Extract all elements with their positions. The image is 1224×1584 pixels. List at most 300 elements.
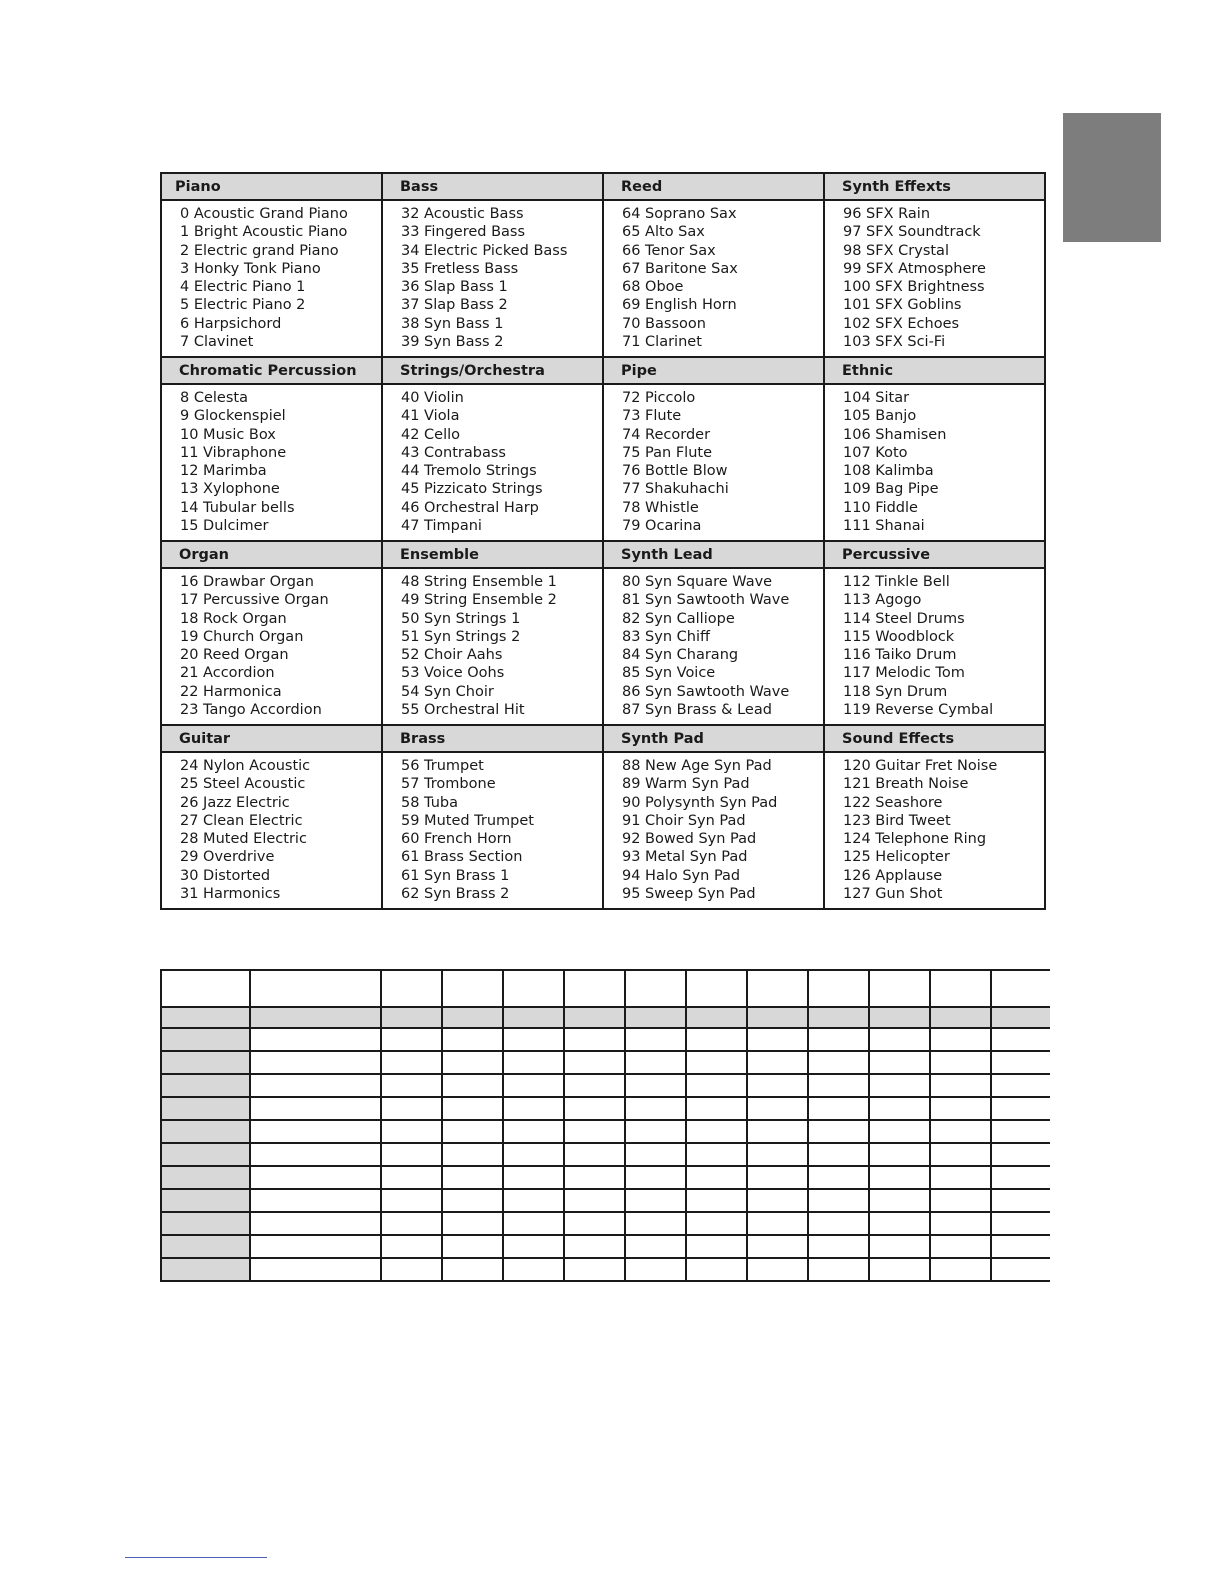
instrument-item: 37 Slap Bass 2 — [401, 297, 508, 314]
grid-cell — [161, 1074, 250, 1097]
grid-cell — [442, 1258, 503, 1281]
instrument-item: 86 Syn Sawtooth Wave — [622, 683, 790, 700]
instrument-item: 103 SFX Sci-Fi — [843, 334, 946, 351]
instrument-item: 77 Shakuhachi — [622, 481, 729, 498]
instrument-item: 56 Trumpet — [401, 758, 484, 774]
grid-cell — [686, 1166, 747, 1189]
grid-cell — [625, 1074, 686, 1097]
instrument-item: 91 Choir Syn Pad — [622, 812, 746, 829]
grid-cell — [869, 1258, 930, 1281]
grid-cell — [442, 1212, 503, 1235]
grid-cell — [442, 1143, 503, 1166]
grid-cell — [930, 1120, 991, 1143]
instrument-list — [622, 757, 823, 903]
instrument-item: 110 Fiddle — [843, 499, 918, 516]
instrument-item: 107 Koto — [843, 444, 908, 461]
grid-row — [161, 970, 1050, 1007]
grid-cell — [564, 1212, 625, 1235]
grid-cell — [991, 1028, 1050, 1051]
instrument-item: 50 Syn Strings 1 — [401, 610, 521, 627]
grid-cell — [250, 1212, 381, 1235]
instrument-item: 87 Syn Brass & Lead — [622, 702, 772, 719]
instrument-item: 59 Muted Trumpet — [401, 812, 534, 829]
instrument-item: 88 New Age Syn Pad — [622, 758, 772, 774]
grid-cell — [442, 1166, 503, 1189]
instrument-list — [180, 757, 381, 903]
grid-cell — [625, 1258, 686, 1281]
grid-cell — [381, 1189, 442, 1212]
grid-cell — [442, 1097, 503, 1120]
instrument-item: 7 Clavinet — [180, 334, 254, 351]
instrument-item: 79 Ocarina — [622, 518, 702, 535]
grid-cell — [625, 1143, 686, 1166]
grid-cell — [503, 1120, 564, 1143]
grid-cell — [381, 1028, 442, 1051]
instrument-item: 61 Syn Brass 1 — [401, 867, 510, 884]
grid-cell — [381, 1166, 442, 1189]
instrument-list — [401, 757, 602, 903]
instrument-item: 16 Drawbar Organ — [180, 574, 314, 590]
grid-cell — [747, 1143, 808, 1166]
group-cell — [603, 200, 824, 357]
grid-cell — [250, 1097, 381, 1120]
group-title: Organ — [161, 541, 382, 568]
group-title: Guitar — [161, 725, 382, 752]
group-title: Strings/Orchestra — [382, 357, 603, 384]
grid-cell — [869, 1143, 930, 1166]
footer-link-underline — [125, 1557, 267, 1558]
grid-cell — [381, 1120, 442, 1143]
instrument-item: 85 Syn Voice — [622, 665, 716, 682]
grid-cell — [381, 1007, 442, 1028]
group-cell — [603, 384, 824, 541]
instrument-item: 124 Telephone Ring — [843, 831, 987, 848]
instrument-item: 4 Electric Piano 1 — [180, 279, 306, 296]
grid-cell — [686, 1258, 747, 1281]
instrument-item: 42 Cello — [401, 426, 461, 443]
instrument-item: 98 SFX Crystal — [843, 242, 949, 259]
grid-cell — [747, 1028, 808, 1051]
grid-cell — [503, 1212, 564, 1235]
instrument-item: 96 SFX Rain — [843, 206, 931, 222]
grid-cell — [991, 1189, 1050, 1212]
group-header-row — [161, 173, 1045, 200]
grid-cell — [161, 1258, 250, 1281]
grid-cell — [747, 1212, 808, 1235]
instrument-list — [622, 205, 823, 351]
grid-cell — [625, 1097, 686, 1120]
grid-cell — [747, 1074, 808, 1097]
grid-cell — [250, 1007, 381, 1028]
instrument-item: 121 Breath Noise — [843, 776, 969, 793]
instrument-item: 127 Gun Shot — [843, 886, 943, 903]
grid-cell — [808, 1051, 869, 1074]
instrument-item: 19 Church Organ — [180, 628, 304, 645]
instrument-item: 11 Vibraphone — [180, 444, 287, 461]
instrument-item: 120 Guitar Fret Noise — [843, 758, 998, 774]
grid-cell — [250, 1074, 381, 1097]
grid-cell — [503, 1097, 564, 1120]
grid-cell — [686, 1143, 747, 1166]
instrument-item: 95 Sweep Syn Pad — [622, 886, 756, 903]
grid-cell — [503, 1007, 564, 1028]
group-title: Bass — [382, 173, 603, 200]
instrument-item: 116 Taiko Drum — [843, 647, 957, 664]
group-cell — [161, 200, 382, 357]
grid-cell — [250, 1143, 381, 1166]
instrument-item: 39 Syn Bass 2 — [401, 334, 504, 351]
instrument-item: 48 String Ensemble 1 — [401, 574, 557, 590]
grid-cell — [930, 1074, 991, 1097]
grid-cell — [869, 1166, 930, 1189]
grid-row — [161, 1120, 1050, 1143]
grid-cell — [625, 1166, 686, 1189]
instrument-item: 30 Distorted — [180, 867, 271, 884]
grid-cell — [564, 1074, 625, 1097]
grid-cell — [686, 1074, 747, 1097]
grid-cell — [991, 1166, 1050, 1189]
grid-cell — [442, 970, 503, 1007]
grid-cell — [564, 1235, 625, 1258]
instrument-item: 68 Oboe — [622, 279, 684, 296]
group-title: Pipe — [603, 357, 824, 384]
grid-cell — [930, 1097, 991, 1120]
instrument-item: 57 Trombone — [401, 776, 496, 793]
grid-cell — [686, 1189, 747, 1212]
instrument-item: 114 Steel Drums — [843, 610, 965, 627]
grid-cell — [625, 970, 686, 1007]
grid-cell — [808, 1028, 869, 1051]
instrument-item: 106 Shamisen — [843, 426, 947, 443]
grid-cell — [808, 1097, 869, 1120]
grid-cell — [625, 1120, 686, 1143]
instrument-item: 6 Harpsichord — [180, 315, 282, 332]
instrument-item: 93 Metal Syn Pad — [622, 849, 748, 866]
instrument-list — [843, 573, 1044, 719]
instrument-item: 29 Overdrive — [180, 849, 275, 866]
grid-cell — [442, 1051, 503, 1074]
grid-cell — [381, 1212, 442, 1235]
group-cell — [824, 752, 1045, 909]
grid-cell — [503, 1074, 564, 1097]
instrument-item: 73 Flute — [622, 408, 682, 425]
grid-row — [161, 1189, 1050, 1212]
grid-cell — [991, 1258, 1050, 1281]
grid-cell — [161, 1235, 250, 1258]
grid-cell — [161, 1212, 250, 1235]
grid-cell — [564, 1007, 625, 1028]
instrument-list — [622, 389, 823, 535]
group-title: Chromatic Percussion — [161, 357, 382, 384]
grid-cell — [381, 1143, 442, 1166]
instrument-item: 78 Whistle — [622, 499, 699, 516]
grid-cell — [250, 1166, 381, 1189]
grid-cell — [869, 1007, 930, 1028]
grid-cell — [250, 1120, 381, 1143]
instrument-list — [401, 389, 602, 535]
grid-cell — [625, 1212, 686, 1235]
grid-cell — [808, 1143, 869, 1166]
grid-cell — [808, 1212, 869, 1235]
grid-cell — [564, 1120, 625, 1143]
grid-cell — [625, 1051, 686, 1074]
group-cell — [824, 384, 1045, 541]
grid-row — [161, 1235, 1050, 1258]
group-title: Piano — [161, 173, 382, 200]
instrument-item: 24 Nylon Acoustic — [180, 758, 311, 774]
instrument-item: 31 Harmonics — [180, 886, 281, 903]
grid-cell — [991, 1212, 1050, 1235]
grid-cell — [930, 1007, 991, 1028]
grid-cell — [808, 1235, 869, 1258]
instrument-item: 23 Tango Accordion — [180, 702, 322, 719]
grid-cell — [991, 1007, 1050, 1028]
group-header-row — [161, 541, 1045, 568]
instrument-item: 12 Marimba — [180, 463, 267, 480]
instrument-item: 60 French Horn — [401, 831, 512, 848]
grid-cell — [442, 1189, 503, 1212]
group-title: Synth Lead — [603, 541, 824, 568]
instrument-list — [843, 389, 1044, 535]
grid-cell — [250, 1028, 381, 1051]
grid-row — [161, 1074, 1050, 1097]
instrument-item: 0 Acoustic Grand Piano — [180, 206, 348, 222]
grid-cell — [161, 970, 250, 1007]
instrument-item: 15 Dulcimer — [180, 518, 269, 535]
instrument-item: 97 SFX Soundtrack — [843, 224, 981, 241]
instrument-table — [160, 172, 1046, 910]
grid-cell — [442, 1120, 503, 1143]
grid-row — [161, 1007, 1050, 1028]
instrument-item: 113 Agogo — [843, 592, 922, 609]
grid-cell — [381, 970, 442, 1007]
grid-cell — [869, 1097, 930, 1120]
instrument-list — [180, 205, 381, 351]
grid-cell — [503, 1028, 564, 1051]
instrument-item: 26 Jazz Electric — [180, 794, 290, 811]
instrument-item: 27 Clean Electric — [180, 812, 303, 829]
group-items-row — [161, 200, 1045, 357]
grid-cell — [869, 1051, 930, 1074]
grid-cell — [686, 1235, 747, 1258]
grid-cell — [161, 1051, 250, 1074]
grid-cell — [747, 1258, 808, 1281]
grid-cell — [747, 1097, 808, 1120]
instrument-item: 58 Tuba — [401, 794, 458, 811]
instrument-item: 125 Helicopter — [843, 849, 950, 866]
instrument-item: 71 Clarinet — [622, 334, 702, 351]
group-items-row — [161, 752, 1045, 909]
instrument-item: 92 Bowed Syn Pad — [622, 831, 757, 848]
instrument-item: 108 Kalimba — [843, 463, 934, 480]
instrument-item: 117 Melodic Tom — [843, 665, 965, 682]
group-header-row — [161, 725, 1045, 752]
group-cell — [824, 568, 1045, 725]
grid-cell — [686, 1212, 747, 1235]
instrument-list — [843, 205, 1044, 351]
grid-cell — [381, 1074, 442, 1097]
grid-cell — [991, 1051, 1050, 1074]
grid-cell — [564, 1143, 625, 1166]
instrument-item: 89 Warm Syn Pad — [622, 776, 750, 793]
grid-cell — [808, 970, 869, 1007]
grid-cell — [930, 1212, 991, 1235]
instrument-item: 76 Bottle Blow — [622, 463, 728, 480]
grid-cell — [250, 1051, 381, 1074]
grid-cell — [625, 1189, 686, 1212]
instrument-item: 80 Syn Square Wave — [622, 574, 773, 590]
instrument-item: 70 Bassoon — [622, 315, 706, 332]
group-title: Percussive — [824, 541, 1045, 568]
grid-cell — [808, 1166, 869, 1189]
instrument-item: 20 Reed Organ — [180, 647, 289, 664]
instrument-item: 118 Syn Drum — [843, 683, 948, 700]
grid-cell — [503, 970, 564, 1007]
grid-row — [161, 1143, 1050, 1166]
grid-cell — [930, 970, 991, 1007]
instrument-item: 3 Honky Tonk Piano — [180, 260, 321, 277]
grid-cell — [686, 1028, 747, 1051]
grid-cell — [991, 970, 1050, 1007]
instrument-item: 74 Recorder — [622, 426, 711, 443]
instrument-item: 67 Baritone Sax — [622, 260, 738, 277]
grid-cell — [930, 1189, 991, 1212]
instrument-item: 13 Xylophone — [180, 481, 280, 498]
grid-cell — [930, 1028, 991, 1051]
grid-cell — [503, 1189, 564, 1212]
instrument-item: 72 Piccolo — [622, 390, 696, 406]
grid-cell — [161, 1189, 250, 1212]
grid-cell — [808, 1258, 869, 1281]
instrument-item: 9 Glockenspiel — [180, 408, 286, 425]
instrument-item: 53 Voice Oohs — [401, 665, 505, 682]
grid-cell — [442, 1028, 503, 1051]
instrument-item: 126 Applause — [843, 867, 943, 884]
instrument-item: 14 Tubular bells — [180, 499, 295, 516]
instrument-item: 35 Fretless Bass — [401, 260, 519, 277]
grid-cell — [564, 1097, 625, 1120]
instrument-item: 101 SFX Goblins — [843, 297, 962, 314]
grid-cell — [686, 1051, 747, 1074]
instrument-item: 112 Tinkle Bell — [843, 574, 950, 590]
instrument-item: 17 Percussive Organ — [180, 592, 329, 609]
instrument-item: 22 Harmonica — [180, 683, 282, 700]
side-tab-marker — [1063, 113, 1161, 242]
grid-cell — [625, 1235, 686, 1258]
grid-cell — [991, 1120, 1050, 1143]
instrument-item: 47 Timpani — [401, 518, 482, 535]
grid-cell — [991, 1235, 1050, 1258]
group-header-row — [161, 357, 1045, 384]
grid-row — [161, 1166, 1050, 1189]
grid-cell — [503, 1143, 564, 1166]
grid-cell — [442, 1007, 503, 1028]
instrument-list — [180, 573, 381, 719]
grid-cell — [564, 1189, 625, 1212]
grid-cell — [808, 1007, 869, 1028]
grid-cell — [625, 1007, 686, 1028]
instrument-item: 82 Syn Calliope — [622, 610, 735, 627]
group-cell — [824, 200, 1045, 357]
grid-cell — [381, 1235, 442, 1258]
instrument-item: 40 Violin — [401, 390, 464, 406]
grid-cell — [747, 1166, 808, 1189]
instrument-item: 32 Acoustic Bass — [401, 206, 524, 222]
instrument-item: 21 Accordion — [180, 665, 275, 682]
grid-cell — [564, 1051, 625, 1074]
grid-cell — [930, 1051, 991, 1074]
grid-cell — [503, 1258, 564, 1281]
instrument-list — [401, 573, 602, 719]
grid-cell — [869, 1074, 930, 1097]
grid-cell — [686, 1120, 747, 1143]
instrument-item: 36 Slap Bass 1 — [401, 279, 508, 296]
group-items-row — [161, 384, 1045, 541]
instrument-item: 25 Steel Acoustic — [180, 776, 306, 793]
grid-cell — [930, 1143, 991, 1166]
grid-cell — [686, 970, 747, 1007]
grid-row — [161, 1097, 1050, 1120]
instrument-item: 41 Viola — [401, 408, 460, 425]
instrument-item: 123 Bird Tweet — [843, 812, 951, 829]
instrument-item: 61 Brass Section — [401, 849, 523, 866]
grid-cell — [564, 1258, 625, 1281]
instrument-item: 90 Polysynth Syn Pad — [622, 794, 778, 811]
instrument-item: 100 SFX Brightness — [843, 279, 985, 296]
grid-cell — [991, 1074, 1050, 1097]
grid-cell — [503, 1235, 564, 1258]
grid-cell — [808, 1120, 869, 1143]
instrument-item: 5 Electric Piano 2 — [180, 297, 306, 314]
instrument-item: 2 Electric grand Piano — [180, 242, 339, 259]
group-cell — [382, 200, 603, 357]
instrument-item: 44 Tremolo Strings — [401, 463, 537, 480]
grid-cell — [930, 1235, 991, 1258]
instrument-item: 109 Bag Pipe — [843, 481, 939, 498]
group-items-row — [161, 568, 1045, 725]
instrument-item: 111 Shanai — [843, 518, 925, 535]
group-title: Synth Effexts — [824, 173, 1045, 200]
instrument-item: 62 Syn Brass 2 — [401, 886, 510, 903]
group-cell — [382, 752, 603, 909]
group-cell — [382, 384, 603, 541]
group-cell — [161, 568, 382, 725]
instrument-item: 69 English Horn — [622, 297, 737, 314]
grid-cell — [869, 1235, 930, 1258]
grid-cell — [250, 1258, 381, 1281]
instrument-item: 122 Seashore — [843, 794, 943, 811]
instrument-item: 18 Rock Organ — [180, 610, 287, 627]
grid-cell — [869, 970, 930, 1007]
group-cell — [603, 752, 824, 909]
grid-cell — [564, 970, 625, 1007]
grid-cell — [930, 1166, 991, 1189]
instrument-list — [401, 205, 602, 351]
group-cell — [161, 752, 382, 909]
instrument-item: 65 Alto Sax — [622, 224, 705, 241]
instrument-item: 1 Bright Acoustic Piano — [180, 224, 348, 241]
instrument-item: 8 Celesta — [180, 390, 248, 406]
instrument-item: 52 Choir Aahs — [401, 647, 503, 664]
empty-grid-table — [160, 969, 1050, 1282]
grid-cell — [808, 1074, 869, 1097]
group-title: Ensemble — [382, 541, 603, 568]
grid-cell — [250, 1189, 381, 1212]
grid-cell — [564, 1028, 625, 1051]
grid-cell — [686, 1007, 747, 1028]
group-cell — [382, 568, 603, 725]
grid-cell — [161, 1007, 250, 1028]
